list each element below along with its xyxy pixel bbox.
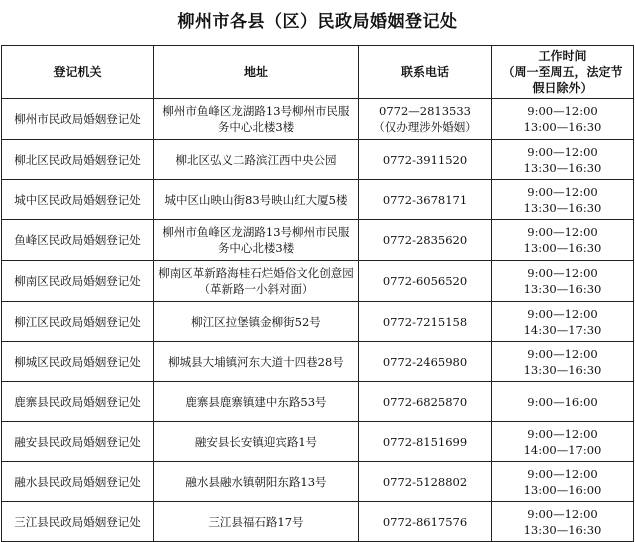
hours-line: 9:00—12:00: [527, 506, 598, 521]
hours-line: 13:30—16:30: [523, 362, 602, 377]
cell-hours: [492, 180, 634, 220]
cell-hours: [492, 302, 634, 342]
hours-line: 9:00—12:00: [527, 346, 598, 361]
cell-phone: [359, 180, 492, 220]
phone-number: 0772-8151699: [382, 434, 468, 449]
cell-address: [154, 502, 359, 542]
hours-line: 13:00—16:30: [523, 241, 602, 255]
cell-org: 鹿寨县民政局婚姻登记处: [2, 382, 154, 422]
cell-org: 柳南区民政局婚姻登记处: [2, 261, 154, 302]
cell-phone: [359, 302, 492, 342]
registration-table: [1, 45, 634, 542]
cell-address: [154, 422, 359, 462]
address-text: 城中区山映山街83号映山红大厦5楼: [164, 192, 348, 207]
cell-phone: [359, 502, 492, 542]
table-row: [2, 99, 634, 140]
header-org: 登记机关: [2, 46, 154, 99]
cell-org: 柳江区民政局婚姻登记处: [2, 302, 154, 342]
cell-phone: [359, 342, 492, 382]
cell-hours: [492, 382, 634, 422]
table-row: [2, 462, 634, 502]
phone-number: 0772-2835620: [382, 233, 468, 247]
page-title: 柳州市各县（区）民政局婚姻登记处: [177, 12, 458, 32]
table-row: [2, 382, 634, 422]
cell-hours: [492, 422, 634, 462]
header-hours-note-2: 假日除外）: [532, 81, 593, 95]
phone-number: 0772-3678171: [382, 192, 468, 207]
header-address: 地址: [154, 46, 359, 99]
cell-address: [154, 261, 359, 302]
address-text: 融安县长安镇迎宾路1号: [194, 434, 318, 449]
address-text: 鹿寨县鹿寨镇建中东路53号: [185, 394, 327, 409]
hours-line: 13:30—16:30: [523, 282, 602, 296]
table-row: [2, 302, 634, 342]
cell-org: 三江县民政局婚姻登记处: [2, 502, 154, 542]
phone-note: （仅办理涉外婚姻）: [373, 120, 477, 134]
cell-phone: [359, 261, 492, 302]
cell-hours: [492, 502, 634, 542]
cell-phone: [359, 422, 492, 462]
address-text: 三江县福石路17号: [208, 514, 304, 529]
cell-address: [154, 180, 359, 220]
hours-line: 13:00—16:00: [523, 482, 602, 497]
hours-line: 9:00—12:00: [527, 266, 598, 280]
cell-address: [154, 382, 359, 422]
table-row: [2, 261, 634, 302]
cell-org: 柳北区民政局婚姻登记处: [2, 140, 154, 180]
cell-org: 融安县民政局婚姻登记处: [2, 422, 154, 462]
cell-address: [154, 462, 359, 502]
cell-hours: [492, 261, 634, 302]
table-body: [2, 99, 634, 542]
cell-hours: [492, 342, 634, 382]
cell-address: [154, 302, 359, 342]
phone-number: 0772-6056520: [382, 274, 468, 288]
table-row: [2, 342, 634, 382]
hours-line: 14:30—17:30: [523, 322, 602, 337]
cell-phone: [359, 462, 492, 502]
cell-phone: [359, 382, 492, 422]
table-header-row: [2, 46, 634, 99]
cell-address: [154, 140, 359, 180]
cell-address: [154, 99, 359, 140]
hours-line: 13:30—16:30: [523, 200, 602, 215]
phone-number: 0772-7215158: [382, 314, 468, 329]
cell-hours: [492, 462, 634, 502]
hours-line: 9:00—12:00: [527, 184, 598, 199]
table-row: [2, 140, 634, 180]
cell-address: [154, 220, 359, 261]
phone-number: 0772-6825870: [382, 394, 468, 409]
cell-org: 城中区民政局婚姻登记处: [2, 180, 154, 220]
header-hours-note-1: （周一至周五，法定节: [502, 65, 623, 79]
table-row: [2, 422, 634, 462]
hours-line: 13:30—16:30: [523, 522, 602, 537]
address-text: 融水县融水镇朝阳东路13号: [185, 474, 327, 489]
hours-line: 9:00—16:00: [527, 394, 598, 409]
phone-number: 0772-5128802: [382, 474, 468, 489]
hours-line: 9:00—12:00: [527, 426, 598, 441]
phone-number: 0772-3911520: [382, 152, 468, 167]
table-row: [2, 220, 634, 261]
cell-org: 鱼峰区民政局婚姻登记处: [2, 220, 154, 261]
address-text: 柳州市鱼峰区龙湖路13号柳州市民服务中心北楼3楼: [162, 104, 350, 134]
address-text: 柳江区拉堡镇金柳街52号: [191, 314, 321, 329]
address-text: 柳北区弘义二路滨江西中央公园: [175, 152, 337, 167]
cell-phone: [359, 220, 492, 261]
address-text: 柳南区革新路海桂石烂婚俗文化创意园（革新路一小斜对面）: [158, 266, 354, 296]
cell-hours: [492, 140, 634, 180]
cell-address: [154, 342, 359, 382]
hours-line: 9:00—12:00: [527, 144, 598, 159]
cell-org: 融水县民政局婚姻登记处: [2, 462, 154, 502]
table-row: [2, 180, 634, 220]
cell-hours: [492, 99, 634, 140]
table-row: [2, 502, 634, 542]
cell-org: 柳城区民政局婚姻登记处: [2, 342, 154, 382]
cell-phone: [359, 99, 492, 140]
cell-phone: [359, 140, 492, 180]
header-phone: 联系电话: [359, 46, 492, 99]
hours-line: 14:00—17:00: [523, 442, 602, 457]
cell-org: 柳州市民政局婚姻登记处: [2, 99, 154, 140]
phone-number: 0772—2813533: [379, 104, 471, 118]
hours-line: 13:30—16:30: [523, 160, 602, 175]
address-text: 柳城县大埔镇河东大道十四巷28号: [168, 354, 344, 369]
hours-line: 13:00—16:30: [523, 120, 602, 134]
header-hours-title: 工作时间: [538, 49, 587, 63]
hours-line: 9:00—12:00: [527, 225, 598, 239]
phone-number: 0772-8617576: [382, 514, 468, 529]
cell-hours: [492, 220, 634, 261]
address-text: 柳州市鱼峰区龙湖路13号柳州市民服务中心北楼3楼: [162, 225, 350, 255]
hours-line: 9:00—12:00: [527, 466, 598, 481]
hours-line: 9:00—12:00: [527, 104, 598, 118]
phone-number: 0772-2465980: [382, 354, 468, 369]
header-hours: [492, 46, 634, 99]
hours-line: 9:00—12:00: [527, 306, 598, 321]
